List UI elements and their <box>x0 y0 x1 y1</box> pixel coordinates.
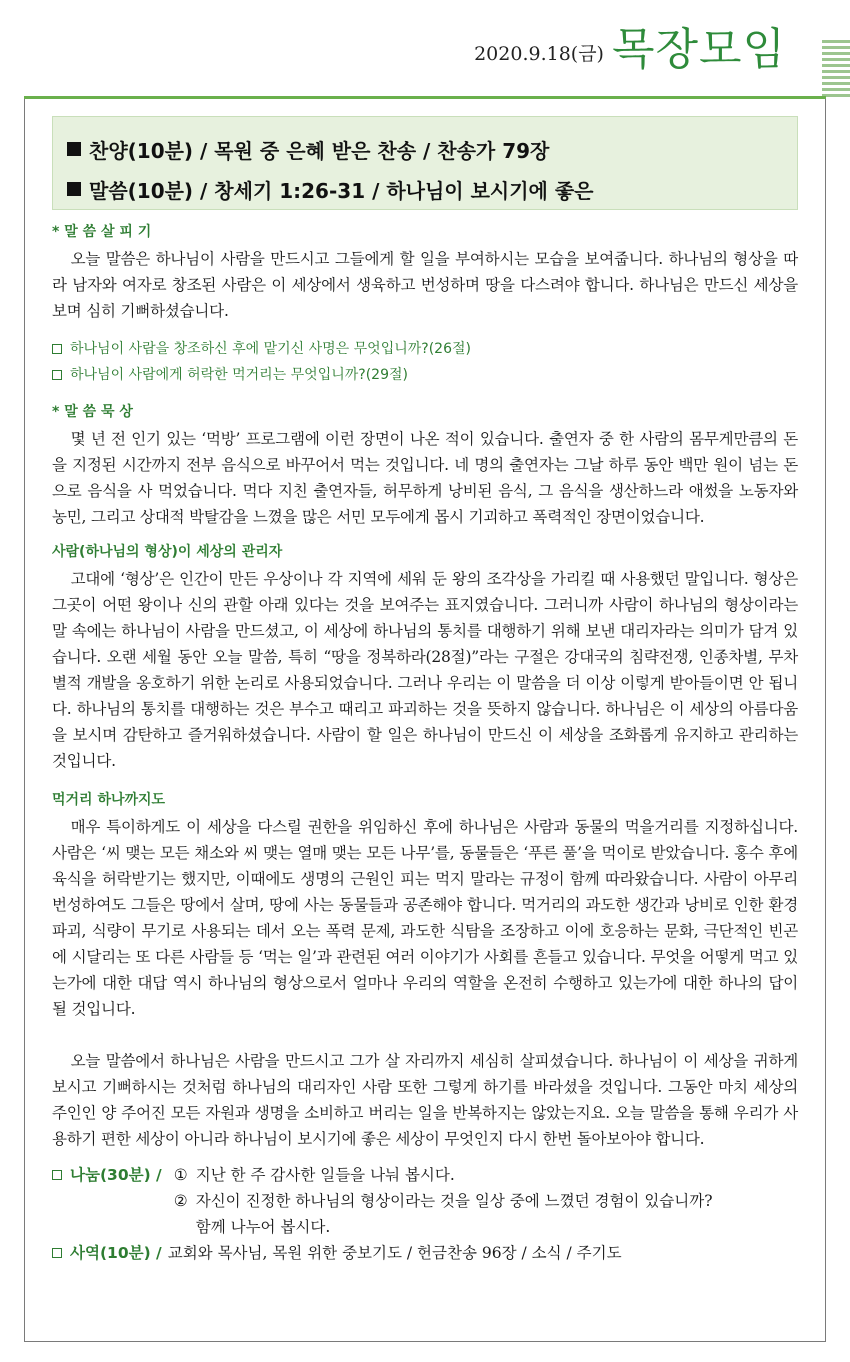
sharing-item-1-text: 지난 한 주 감사한 일들을 나눠 봅시다. <box>195 1166 455 1184</box>
mission-text: 교회와 목사님, 목원 위한 중보기도 / 헌금찬송 96장 / 소식 / 주기도 <box>167 1244 622 1262</box>
page-title: 목장모임 <box>611 24 786 75</box>
header-rule <box>24 96 826 99</box>
mission-label-text: 사역(10분) / <box>70 1244 162 1262</box>
meeting-date: 2020.9.18(금) <box>474 43 604 65</box>
sharing-items <box>174 1162 713 1240</box>
order-box <box>52 116 798 210</box>
square-bullet-icon <box>67 182 81 196</box>
section-title-food: 먹거리 하나까지도 <box>52 792 166 808</box>
order-worship-text: 찬양(10분) / 목원 중 은혜 받은 찬송 / 찬송가 79장 <box>89 138 550 163</box>
section-title-review: * 말 씀 살 피 기 <box>52 224 152 240</box>
item-number: ② <box>173 1192 188 1210</box>
mission-label <box>52 1240 162 1266</box>
section-title-steward: 사람(하나님의 형상)이 세상의 관리자 <box>52 544 283 560</box>
square-bullet-icon <box>67 142 81 156</box>
sharing-row <box>52 1162 798 1240</box>
section-title-meditation: * 말 씀 묵 상 <box>52 404 133 420</box>
checkbox-icon <box>52 370 62 380</box>
question-1 <box>52 336 798 362</box>
sharing-item-2-text: 자신이 진정한 하나님의 형상이라는 것을 일상 중에 느꼈던 경험이 있습니까? <box>195 1192 713 1210</box>
section-body-food: 매우 특이하게도 이 세상을 다스릴 권한을 위임하신 후에 하나님은 사람과 동물의 먹을거리를 지정하십니다. 사람은 ‘씨 맺는 모든 채소와 씨 맺는 열매 맺는 모든 나무’를, 동물들은 ‘푸른 풀’을 먹이로 받았습니다. 홍수 후에 육식을 허락받기는 했지만, 이때에도 생명의 근원인 피는 먹지 말라는 규정이 함께 따라왔습니다. 사람이 아무리 번성하여도 그들은 땅에서 살며, 땅에 사는 동물들과 공존해야 합니다. 먹거리의 과도한 생간과 낭비로 인한 환경파괴, 식량이 무기로 사용되는 데서 오는 폭력 문제, 과도한 식탐을 조장하고 이에 호응하는 문화, 극단적인 빈곤에 시달리는 또 다른 사람들 등 ‘먹는 일’과 관련된 여러 이야기가 사회를 흔들고 있습니다. 무엇을 어떻게 먹고 있는가에 대한 대답 역시 하나님의 형상으로서 얼마나 우리의 역할을 온전히 수행하고 있는가에 대한 하나의 답이 될 것입니다. <box>52 818 798 1018</box>
item-number: ① <box>173 1166 188 1184</box>
question-2 <box>52 362 798 388</box>
checkbox-icon <box>52 1248 62 1258</box>
question-1-text: 하나님이 사람을 창조하신 후에 맡기신 사명은 무엇입니까?(26절) <box>70 341 471 357</box>
decorative-stripes <box>822 40 850 98</box>
sharing-label <box>52 1162 162 1188</box>
section-body-review: 오늘 말씀은 하나님이 사람을 만드시고 그들에게 할 일을 부여하시는 모습을 보여줍니다. 하나님의 형상을 따라 남자와 여자로 창조된 사람은 이 세상에서 생육하고 번성하며 땅을 다스려야 합니다. 하나님은 만드신 세상을 보며 심히 기뻐하셨습니다. <box>52 250 798 320</box>
section-body-conclusion: 오늘 말씀에서 하나님은 사람을 만드시고 그가 살 자리까지 세심히 살피셨습니다. 하나님이 이 세상을 귀하게 보시고 기뻐하시는 것처럼 하나님의 대리자인 사람 또한 그렇게 하기를 바라셨을 것입니다. 그동안 마치 세상의 주인인 양 주어진 모든 자원과 생명을 소비하고 버리는 일을 반복하지는 않았는지요. 오늘 말씀을 통해 우리가 사용하기 편한 세상이 아니라 하나님이 보시기에 좋은 세상이 무엇인지 다시 한번 돌아보아야 합니다. <box>52 1052 798 1148</box>
sharing-label-text: 나눔(30분) / <box>70 1166 162 1184</box>
order-worship <box>67 129 797 169</box>
section-body-steward: 고대에 ‘형상’은 인간이 만든 우상이나 각 지역에 세워 둔 왕의 조각상을 가리킬 때 사용했던 말입니다. 형상은 그곳이 어떤 왕이나 신의 관할 아래 있다는 것을 보여주는 표지였습니다. 그러니까 사람이 하나님의 형상이라는 말 속에는 하나님이 사람을 만드셨고, 이 세상에 하나님의 통치를 대행하기 위해 보낸 대리자라는 의미가 담겨 있습니다. 오랜 세월 동안 오늘 말씀, 특히 “땅을 정복하라(28절)”라는 구절은 강대국의 침략전쟁, 인종차별, 무차별적 개발을 옹호하기 위한 논리로 사용되었습니다. 그러나 우리는 이 말씀을 더 이상 이렇게 받아들이면 안 됩니다. 하나님의 통치를 대행하는 것은 부수고 때리고 파괴하는 것을 뜻하지 않습니다. 하나님은 이 세상의 아름다움을 보시며 감탄하고 즐거워하셨습니다. 사람이 할 일은 하나님이 만드신 이 세상을 조화롭게 유지하고 관리하는 것입니다. <box>52 570 798 770</box>
question-2-text: 하나님이 사람에게 허락한 먹거리는 무엇입니까?(29절) <box>70 367 408 383</box>
mission-row <box>52 1240 798 1266</box>
checkbox-icon <box>52 1170 62 1180</box>
order-word <box>67 169 797 209</box>
sharing-item-1 <box>174 1162 713 1188</box>
checkbox-icon <box>52 344 62 354</box>
main-content <box>52 222 798 1266</box>
order-word-text: 말씀(10분) / 창세기 1:26-31 / 하나님이 보시기에 좋은 <box>89 178 594 203</box>
sharing-item-2-cont: 함께 나누어 봅시다. <box>195 1218 331 1236</box>
page-header <box>474 24 786 75</box>
section-body-meditation: 몇 년 전 인기 있는 ‘먹방’ 프로그램에 이런 장면이 나온 적이 있습니다. 출연자 중 한 사람의 몸무게만큼의 돈을 지정된 시간까지 전부 음식으로 바꾸어서 먹는 것입니다. 네 명의 출연자는 그날 하루 동안 백만 원이 넘는 돈으로 음식을 사 먹었습니다. 먹다 지친 출연자들, 허무하게 낭비된 음식, 그 음식을 생산하느라 애썼을 노동자와 농민, 그리고 상대적 박탈감을 느꼈을 많은 서민 모두에게 몹시 기괴하고 폭력적인 장면이었습니다. <box>52 430 798 526</box>
sharing-item-2 <box>174 1188 713 1214</box>
